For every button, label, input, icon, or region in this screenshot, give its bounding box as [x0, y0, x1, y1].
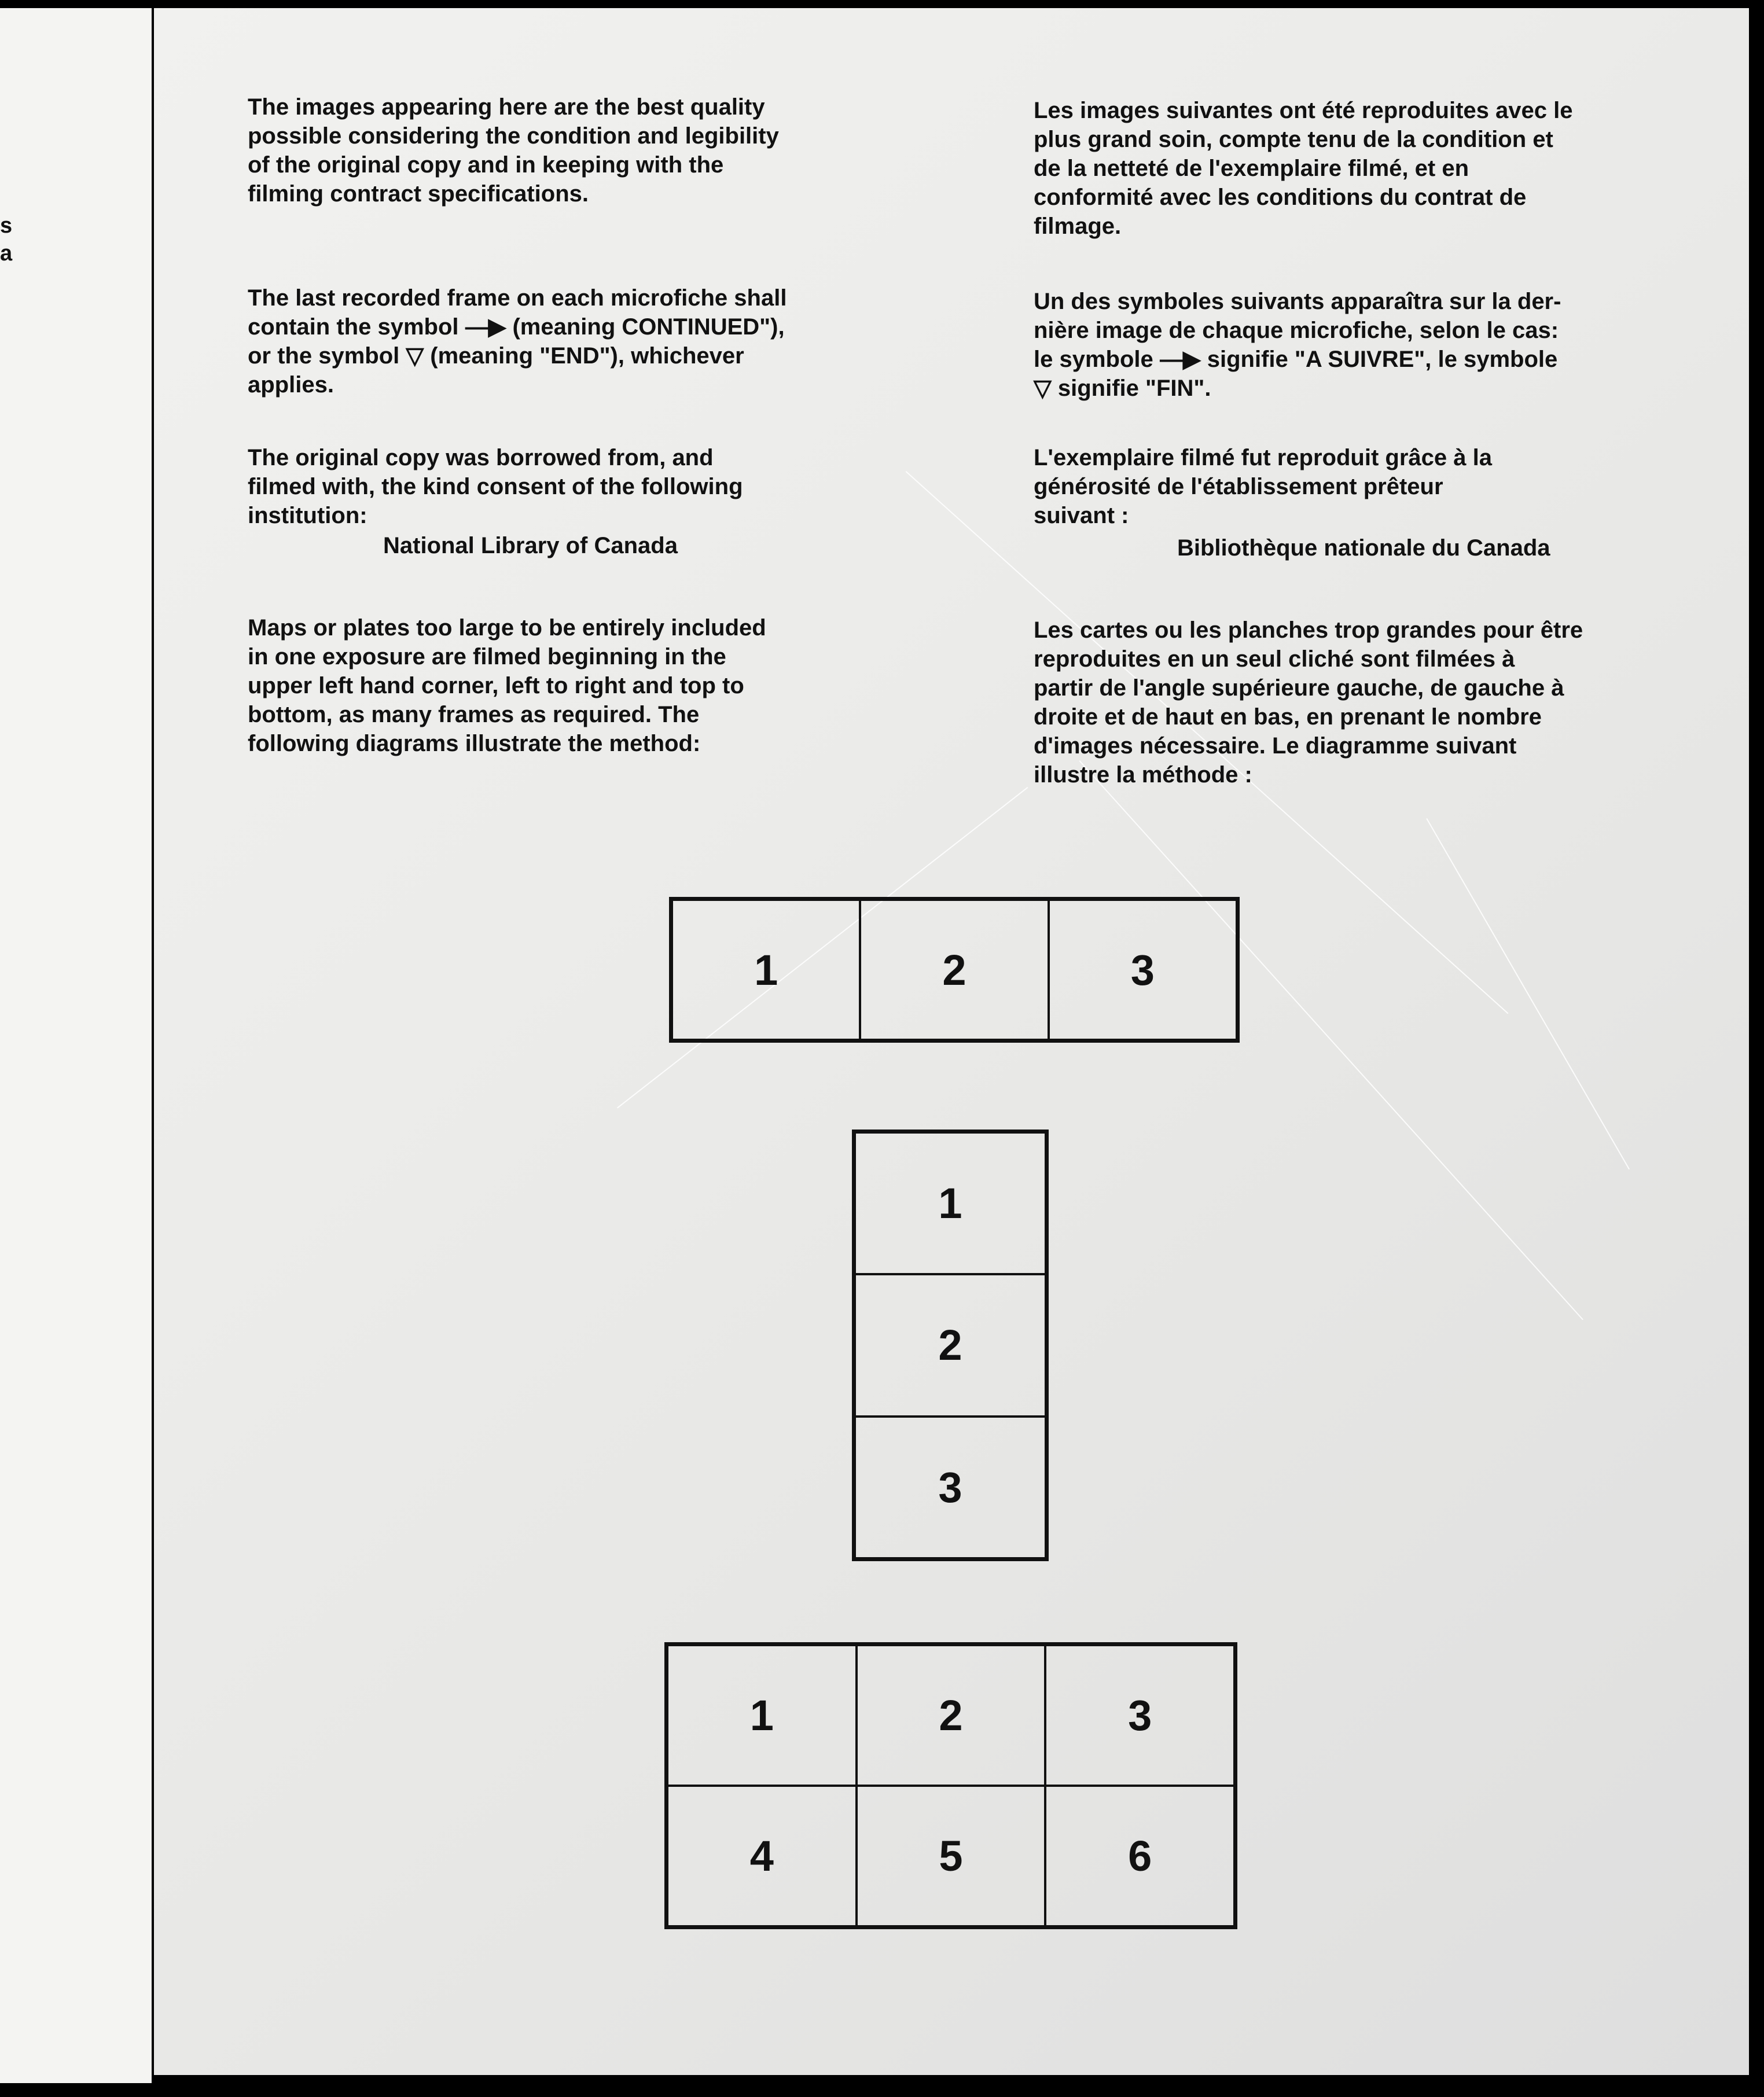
french-quality-paragraph: Les images suivantes ont été reproduites avec le plus grand soin, compte tenu de la condition et de la netteté de l'exemplaire filmé, et en conformité avec les conditions du contrat de filmage. — [1034, 98, 1573, 239]
french-symbol-paragraph: Un des symboles suivants apparaîtra sur la der- nière image de chaque microfiche, selon le cas: le symbole —▶ signifie "A SUIVRE", le symbole ▽ signifie "FIN". — [1034, 289, 1561, 401]
english-symbol-paragraph: The last recorded frame on each microfiche shall contain the symbol —▶ (meaning CONTINUED"), or the symbol ▽ (meaning "END"), whichever applies. — [248, 285, 787, 398]
frame-cell: 3 — [855, 1417, 1046, 1558]
frame-cell: 3 — [1049, 900, 1237, 1040]
english-maps-paragraph: Maps or plates too large to be entirely included in one exposure are filmed beginning in the upper left hand corner, left to right and top to bottom, as many frames as required. The following diagrams illustrate the method: — [248, 615, 766, 756]
frame-cell: 2 — [860, 900, 1048, 1040]
edge-text-1: s — [0, 214, 13, 238]
previous-page-edge — [0, 0, 152, 2083]
film-scratch — [1426, 818, 1630, 1169]
grid-frames-diagram — [664, 1642, 1237, 1929]
frame-cell: 5 — [857, 1786, 1046, 1926]
english-institution-name: National Library of Canada — [383, 533, 678, 558]
edge-text-2: a — [0, 241, 13, 266]
french-institution-name: Bibliothèque nationale du Canada — [1177, 535, 1550, 561]
frame-cell: 4 — [667, 1786, 857, 1926]
english-quality-paragraph: The images appearing here are the best quality possible considering the condition and legibility of the original copy and in keeping with the filming contract specifications. — [248, 94, 779, 207]
frame-cell: 1 — [855, 1132, 1046, 1274]
vertical-frames-diagram — [852, 1130, 1049, 1561]
french-maps-paragraph: Les cartes ou les planches trop grandes pour être reproduites en un seul cliché sont filmées à partir de l'angle supérieure gauche, de gauche à droite et de haut en bas, en prenant le nombre d'images nécessaire. Le diagramme suivant illustre la méthode : — [1034, 617, 1583, 788]
frame-cell: 2 — [855, 1274, 1046, 1416]
frame-cell: 2 — [857, 1645, 1046, 1786]
english-source-paragraph: The original copy was borrowed from, and filmed with, the kind consent of the following institution: — [248, 445, 743, 528]
french-source-paragraph: L'exemplaire filmé fut reproduit grâce à la générosité de l'établissement prêteur suivant : — [1034, 445, 1492, 528]
frame-cell: 1 — [667, 1645, 857, 1786]
frame-cell: 1 — [672, 900, 860, 1040]
frame-cell: 6 — [1045, 1786, 1234, 1926]
horizontal-frames-diagram — [669, 897, 1240, 1043]
frame-cell: 3 — [1045, 1645, 1234, 1786]
